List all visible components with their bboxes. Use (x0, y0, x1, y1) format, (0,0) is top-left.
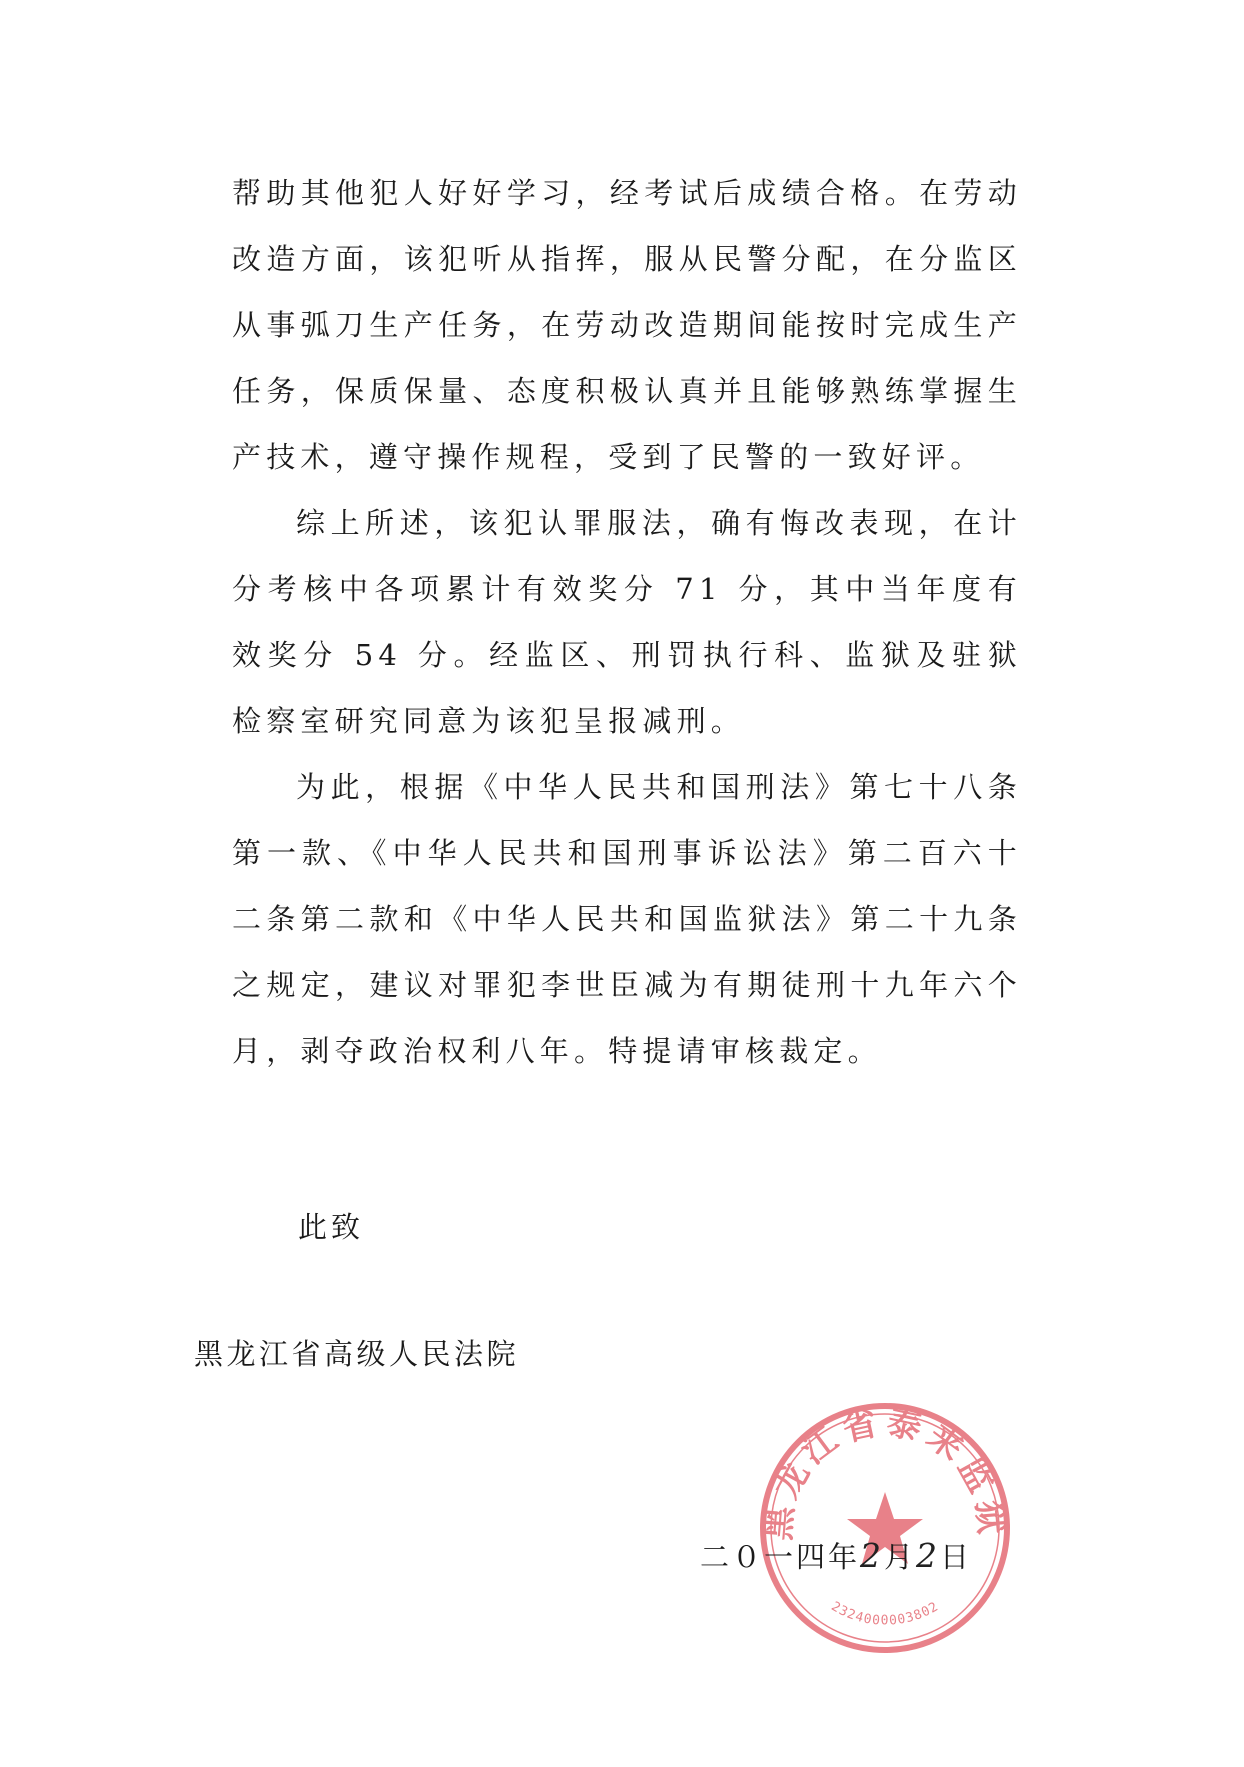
date-day-handwritten: 2 (916, 1536, 941, 1575)
addressee: 黑龙江省高级人民法院 (194, 1337, 520, 1371)
paragraph-continuation: 帮助其他犯人好好学习，经考试后成绩合格。在劳动改造方面，该犯听从指挥，服从民警分配，在分监区从事弧刀生产任务，在劳动改造期间能按时完成生产任务，保质保量、态度积极认真并且能够熟练掌握生产技术，遵守操作规程，受到了民警的一致好评。 (232, 176, 1022, 474)
date-month-suffix: 月 (884, 1540, 917, 1574)
paragraph-recommendation: 为此，根据《中华人民共和国刑法》第七十八条第一款、《中华人民共和国刑事诉讼法》第二百六十二条第二款和《中华人民共和国监狱法》第二十九条之规定，建议对罪犯李世臣减为有期徒刑十九年六个月，剥夺政治权利八年。特提请审核裁定。 (232, 770, 1022, 1068)
paragraph-summary: 综上所述，该犯认罪服法，确有悔改表现，在计分考核中各项累计有效奖分 71 分，其中当年度有效奖分 54 分。经监区、刑罚执行科、监狱及驻狱检察室研究同意为该犯呈报减刑。 (232, 506, 1022, 738)
svg-text:2324000003802 (829, 1599, 942, 1629)
date-month-handwritten: 2 (860, 1536, 885, 1575)
letter-body (232, 160, 1022, 1084)
date-day-suffix: 日 (940, 1540, 973, 1574)
seal-serial: 2324000003802 (828, 1599, 942, 1629)
date-line (700, 1535, 972, 1576)
official-seal (755, 1398, 1015, 1658)
seal-text: 黑龙江省泰来监狱 (758, 1402, 1012, 1542)
salutation: 此致 (298, 1210, 365, 1244)
date-year: 二０一四年 (700, 1540, 861, 1574)
